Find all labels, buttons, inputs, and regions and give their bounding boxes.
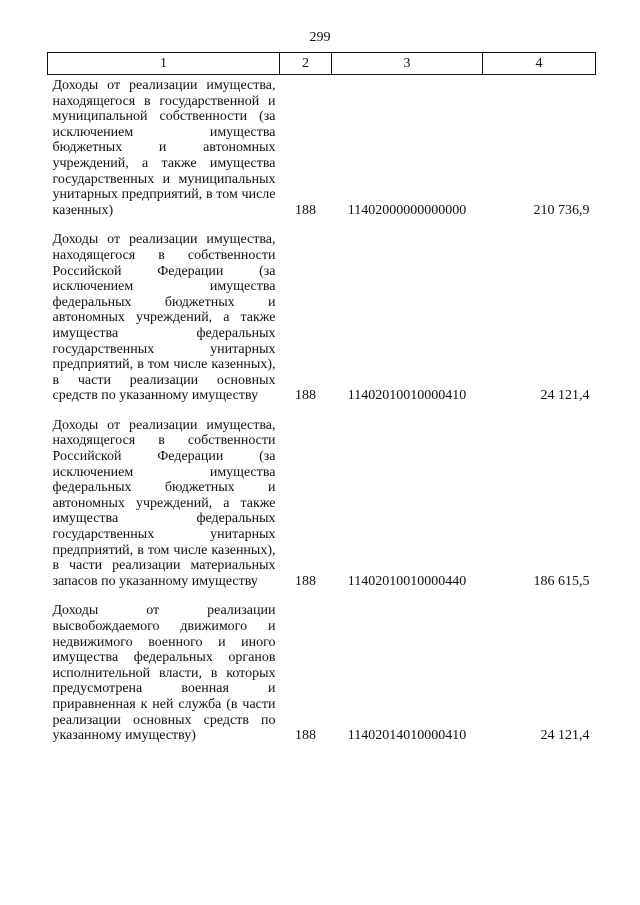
budget-classification-code: 11402000000000000 bbox=[347, 202, 467, 218]
budget-classification-code: 11402014010000410 bbox=[347, 728, 467, 744]
table-body bbox=[48, 75, 596, 758]
header-col-4: 4 bbox=[483, 53, 596, 75]
amount: 186 615,5 bbox=[533, 573, 590, 589]
table-row bbox=[48, 603, 596, 757]
header-col-1: 1 bbox=[48, 53, 280, 75]
amount: 24 121,4 bbox=[540, 728, 590, 744]
table-row bbox=[48, 418, 596, 604]
amount: 210 736,9 bbox=[533, 202, 590, 218]
admin-code: 188 bbox=[295, 388, 316, 404]
header-col-3: 3 bbox=[332, 53, 483, 75]
table-row bbox=[48, 75, 596, 233]
admin-code: 188 bbox=[295, 573, 316, 589]
revenue-name: Доходы от реализации имущества, находящегося в собственности Российской Федерации (за исключением имущества федеральных бюджетных и автономных учреждений, а также имущества федеральных государственных унитарных предприятий, в том числе казенных), в части реализации материальных запасов по указанному имуществу bbox=[52, 417, 276, 589]
budget-classification-code: 11402010010000410 bbox=[347, 388, 467, 404]
revenue-name: Доходы от реализации имущества, находящегося в государственной и муниципальной собственности (за исключением имущества бюджетных и автономных учреждений, а также имущества государственных и муниципальных унитарных предприятий, в том числе казенных) bbox=[52, 78, 276, 218]
budget-classification-code: 11402010010000440 bbox=[347, 573, 467, 589]
revenue-table bbox=[47, 52, 596, 758]
admin-code: 188 bbox=[295, 202, 316, 218]
table-row bbox=[48, 232, 596, 418]
revenue-name: Доходы от реализации имущества, находящегося в собственности Российской Федерации (за исключением имущества федеральных бюджетных и автономных учреждений, а также имущества федеральных государственных унитарных предприятий, в том числе казенных), в части реализации основных средств по указанному имуществу bbox=[52, 232, 276, 404]
table-header bbox=[48, 53, 596, 75]
header-col-2: 2 bbox=[280, 53, 332, 75]
header-row bbox=[48, 53, 596, 75]
admin-code: 188 bbox=[295, 728, 316, 744]
amount: 24 121,4 bbox=[540, 388, 590, 404]
page-number: 299 bbox=[309, 30, 331, 45]
revenue-name: Доходы от реализации высвобождаемого движимого и недвижимого военного и иного имущества федеральных органов исполнительной власти, в которых предусмотрена военная и приравненная к ней служба (в части реализации основных средств по указанному имуществу) bbox=[52, 603, 276, 744]
